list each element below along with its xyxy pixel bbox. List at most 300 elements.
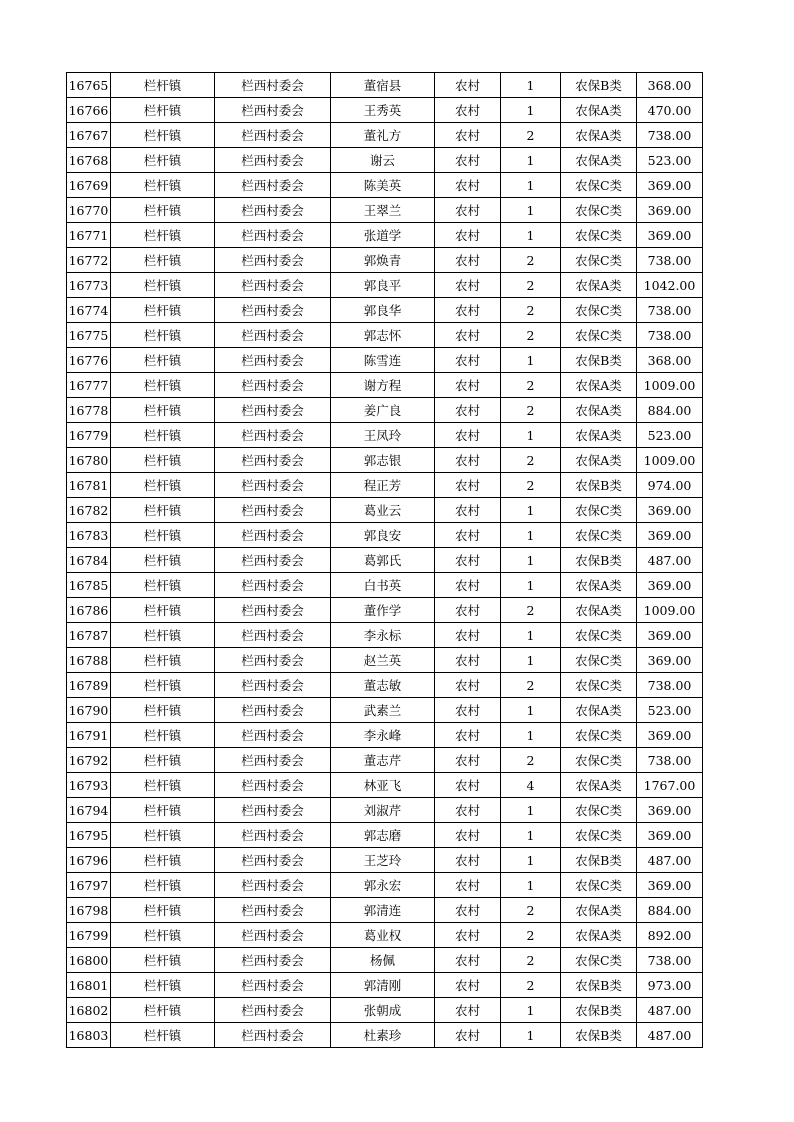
amount-cell: 368.00 [637,348,703,373]
person-name-cell: 郭良华 [331,298,435,323]
household-count-cell: 1 [501,823,561,848]
village-committee-cell: 栏西村委会 [215,798,331,823]
household-count-cell: 2 [501,473,561,498]
area-type-cell: 农村 [435,948,501,973]
area-type-cell: 农村 [435,198,501,223]
record-id-cell: 16788 [67,648,111,673]
record-id-cell: 16797 [67,873,111,898]
amount-cell: 1009.00 [637,448,703,473]
table-row [67,573,703,598]
record-id-cell: 16773 [67,273,111,298]
record-id-cell: 16772 [67,248,111,273]
town-cell: 栏杆镇 [111,798,215,823]
household-count-cell: 4 [501,773,561,798]
area-type-cell: 农村 [435,723,501,748]
household-count-cell: 1 [501,523,561,548]
person-name-cell: 张道学 [331,223,435,248]
insurance-category-cell: 农保A类 [561,398,637,423]
town-cell: 栏杆镇 [111,523,215,548]
amount-cell: 369.00 [637,223,703,248]
record-id-cell: 16784 [67,548,111,573]
town-cell: 栏杆镇 [111,823,215,848]
amount-cell: 738.00 [637,123,703,148]
record-id-cell: 16801 [67,973,111,998]
household-count-cell: 2 [501,298,561,323]
town-cell: 栏杆镇 [111,623,215,648]
amount-cell: 368.00 [637,73,703,98]
household-count-cell: 1 [501,998,561,1023]
amount-cell: 487.00 [637,1023,703,1048]
table-row [67,973,703,998]
table-row [67,148,703,173]
insurance-category-cell: 农保A类 [561,448,637,473]
insurance-category-cell: 农保C类 [561,198,637,223]
town-cell: 栏杆镇 [111,998,215,1023]
area-type-cell: 农村 [435,998,501,1023]
table-row [67,598,703,623]
area-type-cell: 农村 [435,448,501,473]
area-type-cell: 农村 [435,273,501,298]
household-count-cell: 1 [501,498,561,523]
town-cell: 栏杆镇 [111,373,215,398]
town-cell: 栏杆镇 [111,923,215,948]
insurance-category-cell: 农保B类 [561,998,637,1023]
town-cell: 栏杆镇 [111,398,215,423]
record-id-cell: 16767 [67,123,111,148]
record-id-cell: 16774 [67,298,111,323]
village-committee-cell: 栏西村委会 [215,98,331,123]
record-id-cell: 16795 [67,823,111,848]
insurance-category-cell: 农保C类 [561,298,637,323]
area-type-cell: 农村 [435,348,501,373]
table-row [67,73,703,98]
table-row [67,998,703,1023]
amount-cell: 973.00 [637,973,703,998]
person-name-cell: 刘淑芹 [331,798,435,823]
town-cell: 栏杆镇 [111,698,215,723]
town-cell: 栏杆镇 [111,948,215,973]
insurance-category-cell: 农保C类 [561,748,637,773]
village-committee-cell: 栏西村委会 [215,523,331,548]
amount-cell: 369.00 [637,523,703,548]
village-committee-cell: 栏西村委会 [215,73,331,98]
person-name-cell: 郭焕青 [331,248,435,273]
person-name-cell: 郭良平 [331,273,435,298]
household-count-cell: 2 [501,373,561,398]
table-row [67,373,703,398]
amount-cell: 738.00 [637,248,703,273]
amount-cell: 1009.00 [637,373,703,398]
insurance-category-cell: 农保B类 [561,973,637,998]
record-id-cell: 16794 [67,798,111,823]
area-type-cell: 农村 [435,773,501,798]
household-count-cell: 2 [501,923,561,948]
household-count-cell: 2 [501,398,561,423]
household-count-cell: 1 [501,798,561,823]
record-id-cell: 16771 [67,223,111,248]
insurance-category-cell: 农保A类 [561,898,637,923]
record-id-cell: 16782 [67,498,111,523]
area-type-cell: 农村 [435,398,501,423]
table-row [67,623,703,648]
table-row [67,723,703,748]
record-id-cell: 16802 [67,998,111,1023]
insurance-category-cell: 农保B类 [561,1023,637,1048]
amount-cell: 974.00 [637,473,703,498]
table-row [67,1023,703,1048]
town-cell: 栏杆镇 [111,1023,215,1048]
amount-cell: 369.00 [637,173,703,198]
record-id-cell: 16800 [67,948,111,973]
insurance-category-cell: 农保C类 [561,248,637,273]
record-id-cell: 16769 [67,173,111,198]
village-committee-cell: 栏西村委会 [215,723,331,748]
person-name-cell: 郭清连 [331,898,435,923]
village-committee-cell: 栏西村委会 [215,248,331,273]
amount-cell: 369.00 [637,648,703,673]
table-row [67,548,703,573]
town-cell: 栏杆镇 [111,573,215,598]
table-row [67,248,703,273]
record-id-cell: 16796 [67,848,111,873]
town-cell: 栏杆镇 [111,223,215,248]
amount-cell: 738.00 [637,673,703,698]
record-id-cell: 16786 [67,598,111,623]
area-type-cell: 农村 [435,298,501,323]
person-name-cell: 赵兰英 [331,648,435,673]
village-committee-cell: 栏西村委会 [215,823,331,848]
amount-cell: 523.00 [637,698,703,723]
town-cell: 栏杆镇 [111,498,215,523]
person-name-cell: 杨佩 [331,948,435,973]
insurance-category-cell: 农保A类 [561,423,637,448]
household-count-cell: 2 [501,973,561,998]
village-committee-cell: 栏西村委会 [215,898,331,923]
insurance-category-cell: 农保A类 [561,123,637,148]
insurance-category-cell: 农保A类 [561,573,637,598]
amount-cell: 369.00 [637,798,703,823]
area-type-cell: 农村 [435,73,501,98]
village-committee-cell: 栏西村委会 [215,348,331,373]
person-name-cell: 郭良安 [331,523,435,548]
area-type-cell: 农村 [435,848,501,873]
town-cell: 栏杆镇 [111,873,215,898]
town-cell: 栏杆镇 [111,148,215,173]
village-committee-cell: 栏西村委会 [215,398,331,423]
insurance-category-cell: 农保C类 [561,648,637,673]
town-cell: 栏杆镇 [111,748,215,773]
person-name-cell: 郭志怀 [331,323,435,348]
person-name-cell: 李永峰 [331,723,435,748]
record-id-cell: 16789 [67,673,111,698]
table-row [67,923,703,948]
village-committee-cell: 栏西村委会 [215,173,331,198]
insurance-category-cell: 农保B类 [561,848,637,873]
table-row [67,98,703,123]
table-row [67,823,703,848]
insurance-category-cell: 农保C类 [561,723,637,748]
village-committee-cell: 栏西村委会 [215,873,331,898]
table-row [67,848,703,873]
amount-cell: 369.00 [637,573,703,598]
household-count-cell: 2 [501,598,561,623]
table-row [67,348,703,373]
table-row [67,648,703,673]
village-committee-cell: 栏西村委会 [215,923,331,948]
record-id-cell: 16790 [67,698,111,723]
village-committee-cell: 栏西村委会 [215,223,331,248]
village-committee-cell: 栏西村委会 [215,148,331,173]
insurance-category-cell: 农保C类 [561,173,637,198]
town-cell: 栏杆镇 [111,123,215,148]
person-name-cell: 董礼方 [331,123,435,148]
insurance-category-cell: 农保B类 [561,548,637,573]
record-id-cell: 16803 [67,1023,111,1048]
record-id-cell: 16785 [67,573,111,598]
person-name-cell: 林亚飞 [331,773,435,798]
village-committee-cell: 栏西村委会 [215,298,331,323]
village-committee-cell: 栏西村委会 [215,648,331,673]
amount-cell: 884.00 [637,398,703,423]
person-name-cell: 郭永宏 [331,873,435,898]
area-type-cell: 农村 [435,873,501,898]
area-type-cell: 农村 [435,173,501,198]
village-committee-cell: 栏西村委会 [215,848,331,873]
insurance-category-cell: 农保C类 [561,623,637,648]
record-id-cell: 16776 [67,348,111,373]
household-count-cell: 1 [501,1023,561,1048]
insurance-category-cell: 农保A类 [561,373,637,398]
insurance-category-cell: 农保B类 [561,348,637,373]
village-committee-cell: 栏西村委会 [215,673,331,698]
village-committee-cell: 栏西村委会 [215,448,331,473]
area-type-cell: 农村 [435,973,501,998]
village-committee-cell: 栏西村委会 [215,323,331,348]
table-row [67,798,703,823]
household-count-cell: 1 [501,223,561,248]
person-name-cell: 武素兰 [331,698,435,723]
person-name-cell: 郭志银 [331,448,435,473]
person-name-cell: 王凤玲 [331,423,435,448]
area-type-cell: 农村 [435,523,501,548]
area-type-cell: 农村 [435,148,501,173]
amount-cell: 892.00 [637,923,703,948]
household-count-cell: 2 [501,898,561,923]
household-count-cell: 1 [501,623,561,648]
town-cell: 栏杆镇 [111,298,215,323]
town-cell: 栏杆镇 [111,473,215,498]
person-name-cell: 姜广良 [331,398,435,423]
amount-cell: 738.00 [637,948,703,973]
area-type-cell: 农村 [435,798,501,823]
insurance-category-cell: 农保A类 [561,98,637,123]
record-id-cell: 16778 [67,398,111,423]
village-committee-cell: 栏西村委会 [215,473,331,498]
area-type-cell: 农村 [435,748,501,773]
table-row [67,498,703,523]
person-name-cell: 谢云 [331,148,435,173]
table-row [67,298,703,323]
village-committee-cell: 栏西村委会 [215,498,331,523]
area-type-cell: 农村 [435,373,501,398]
area-type-cell: 农村 [435,648,501,673]
record-id-cell: 16787 [67,623,111,648]
town-cell: 栏杆镇 [111,723,215,748]
record-id-cell: 16780 [67,448,111,473]
insurance-category-cell: 农保C类 [561,523,637,548]
village-committee-cell: 栏西村委会 [215,998,331,1023]
town-cell: 栏杆镇 [111,273,215,298]
person-name-cell: 董宿县 [331,73,435,98]
table-row [67,223,703,248]
amount-cell: 884.00 [637,898,703,923]
amount-cell: 369.00 [637,723,703,748]
record-id-cell: 16768 [67,148,111,173]
record-id-cell: 16777 [67,373,111,398]
table-row [67,423,703,448]
household-count-cell: 1 [501,548,561,573]
person-name-cell: 王芝玲 [331,848,435,873]
insurance-category-cell: 农保C类 [561,223,637,248]
table-row [67,173,703,198]
town-cell: 栏杆镇 [111,648,215,673]
table-row [67,898,703,923]
amount-cell: 487.00 [637,998,703,1023]
table-row [67,123,703,148]
area-type-cell: 农村 [435,698,501,723]
insurance-category-cell: 农保A类 [561,698,637,723]
household-count-cell: 1 [501,698,561,723]
insurance-category-cell: 农保A类 [561,273,637,298]
person-name-cell: 陈雪连 [331,348,435,373]
area-type-cell: 农村 [435,898,501,923]
insurance-category-cell: 农保C类 [561,798,637,823]
person-name-cell: 葛业云 [331,498,435,523]
insurance-category-cell: 农保A类 [561,923,637,948]
table-row [67,773,703,798]
records-table-body [67,73,703,1048]
amount-cell: 1009.00 [637,598,703,623]
household-count-cell: 1 [501,348,561,373]
record-id-cell: 16798 [67,898,111,923]
village-committee-cell: 栏西村委会 [215,973,331,998]
insurance-category-cell: 农保A类 [561,598,637,623]
household-count-cell: 2 [501,273,561,298]
area-type-cell: 农村 [435,598,501,623]
table-row [67,698,703,723]
record-id-cell: 16791 [67,723,111,748]
person-name-cell: 董志芹 [331,748,435,773]
village-committee-cell: 栏西村委会 [215,373,331,398]
area-type-cell: 农村 [435,323,501,348]
town-cell: 栏杆镇 [111,773,215,798]
person-name-cell: 张朝成 [331,998,435,1023]
household-count-cell: 2 [501,673,561,698]
person-name-cell: 董作学 [331,598,435,623]
household-count-cell: 2 [501,123,561,148]
person-name-cell: 杜素珍 [331,1023,435,1048]
record-id-cell: 16799 [67,923,111,948]
person-name-cell: 郭清刚 [331,973,435,998]
village-committee-cell: 栏西村委会 [215,748,331,773]
amount-cell: 1767.00 [637,773,703,798]
person-name-cell: 陈美英 [331,173,435,198]
village-committee-cell: 栏西村委会 [215,123,331,148]
table-row [67,323,703,348]
household-count-cell: 1 [501,198,561,223]
household-count-cell: 2 [501,248,561,273]
insurance-category-cell: 农保C类 [561,823,637,848]
amount-cell: 487.00 [637,848,703,873]
insurance-category-cell: 农保C类 [561,873,637,898]
person-name-cell: 王秀英 [331,98,435,123]
village-committee-cell: 栏西村委会 [215,423,331,448]
village-committee-cell: 栏西村委会 [215,1023,331,1048]
amount-cell: 738.00 [637,748,703,773]
table-row [67,873,703,898]
household-count-cell: 2 [501,323,561,348]
insurance-category-cell: 农保B类 [561,473,637,498]
person-name-cell: 程正芳 [331,473,435,498]
village-committee-cell: 栏西村委会 [215,773,331,798]
record-id-cell: 16770 [67,198,111,223]
records-table [66,72,703,1048]
insurance-category-cell: 农保B类 [561,73,637,98]
record-id-cell: 16793 [67,773,111,798]
amount-cell: 369.00 [637,498,703,523]
village-committee-cell: 栏西村委会 [215,273,331,298]
area-type-cell: 农村 [435,98,501,123]
record-id-cell: 16779 [67,423,111,448]
record-id-cell: 16783 [67,523,111,548]
town-cell: 栏杆镇 [111,173,215,198]
person-name-cell: 郭志磨 [331,823,435,848]
table-row [67,748,703,773]
area-type-cell: 农村 [435,1023,501,1048]
area-type-cell: 农村 [435,473,501,498]
village-committee-cell: 栏西村委会 [215,598,331,623]
table-row [67,198,703,223]
person-name-cell: 葛业权 [331,923,435,948]
record-id-cell: 16766 [67,98,111,123]
town-cell: 栏杆镇 [111,323,215,348]
household-count-cell: 1 [501,648,561,673]
table-row [67,273,703,298]
person-name-cell: 谢方程 [331,373,435,398]
household-count-cell: 2 [501,748,561,773]
insurance-category-cell: 农保C类 [561,948,637,973]
record-id-cell: 16775 [67,323,111,348]
town-cell: 栏杆镇 [111,73,215,98]
amount-cell: 369.00 [637,623,703,648]
amount-cell: 369.00 [637,198,703,223]
household-count-cell: 1 [501,98,561,123]
town-cell: 栏杆镇 [111,448,215,473]
amount-cell: 369.00 [637,823,703,848]
village-committee-cell: 栏西村委会 [215,698,331,723]
town-cell: 栏杆镇 [111,423,215,448]
household-count-cell: 1 [501,173,561,198]
amount-cell: 369.00 [637,873,703,898]
amount-cell: 738.00 [637,298,703,323]
area-type-cell: 农村 [435,248,501,273]
amount-cell: 738.00 [637,323,703,348]
area-type-cell: 农村 [435,823,501,848]
town-cell: 栏杆镇 [111,348,215,373]
amount-cell: 487.00 [637,548,703,573]
table-row [67,673,703,698]
amount-cell: 470.00 [637,98,703,123]
